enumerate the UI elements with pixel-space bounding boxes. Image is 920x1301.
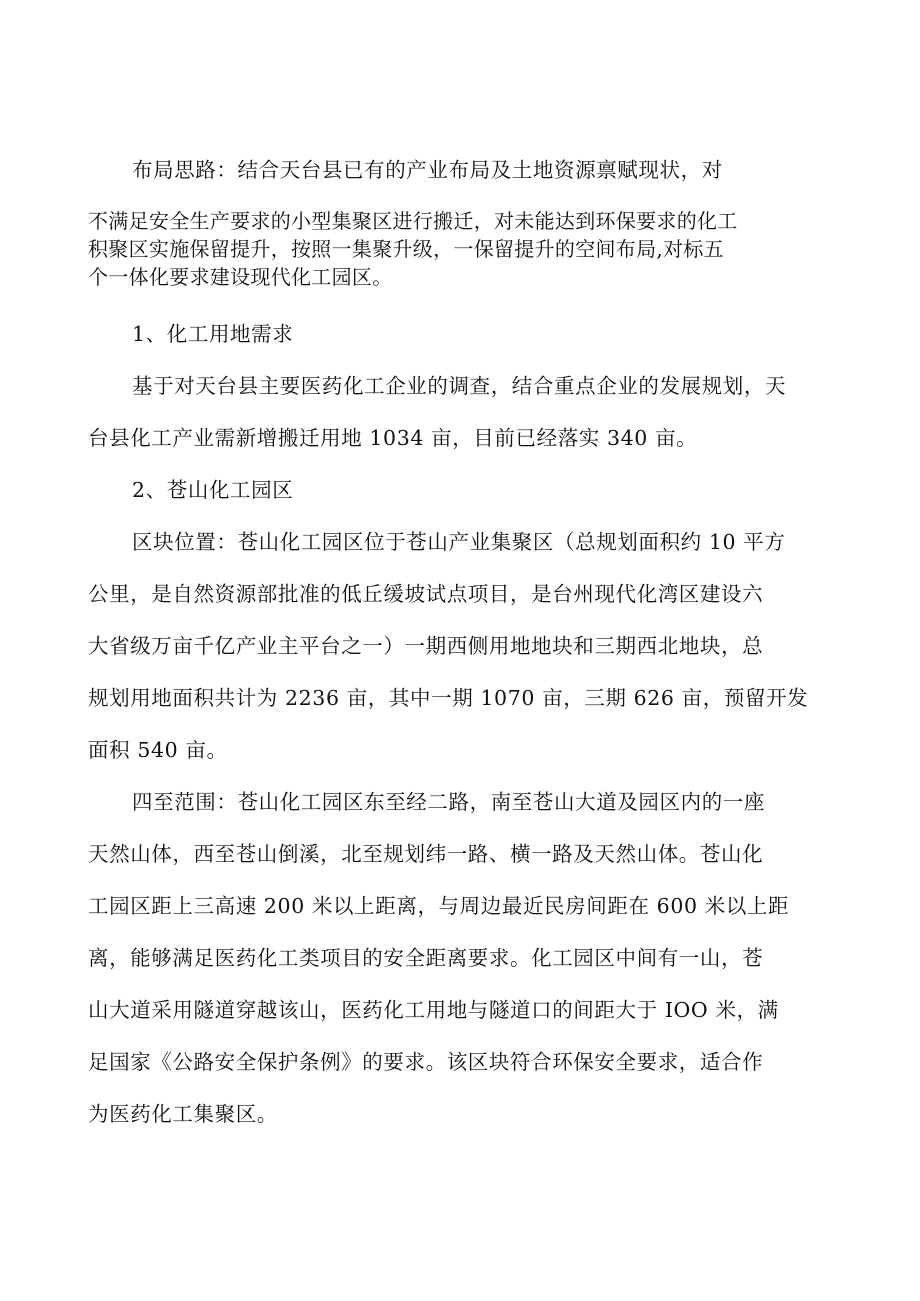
text-line: 四至范围：苍山化工园区东至经二路，南至苍山大道及园区内的一座	[132, 790, 765, 814]
text-line: 面积 540 亩。	[88, 738, 228, 762]
text-line: 个一体化要求建设现代化工园区。	[88, 265, 393, 289]
section-heading: 2、苍山化工园区	[132, 478, 294, 502]
text-line: 基于对天台县主要医药化工企业的调查，结合重点企业的发展规划，天	[132, 374, 787, 398]
text-line: 积聚区实施保留提升，按照一集聚升级，一保留提升的空间布局,对标五	[88, 237, 724, 261]
text-line: 不满足安全生产要求的小型集聚区进行搬迁，对未能达到环保要求的化工	[88, 209, 738, 233]
text-line: 工园区距上三高速 200 米以上距离，与周边最近民房间距在 600 米以上距	[88, 894, 790, 918]
text-line: 区块位置：苍山化工园区位于苍山产业集聚区（总规划面积约 10 平方	[132, 530, 786, 554]
text-line: 离，能够满足医药化工类项目的安全距离要求。化工园区中间有一山，苍	[88, 946, 764, 970]
text-line: 山大道采用隧道穿越该山，医药化工用地与隧道口的间距大于 IOO 米，满	[88, 998, 779, 1022]
text-line: 规划用地面积共计为 2236 亩，其中一期 1070 亩，三期 626 亩，预留开发	[88, 686, 809, 710]
text-line: 台县化工产业需新增搬迁用地 1034 亩，目前已经落实 340 亩。	[88, 426, 698, 450]
text-line: 为医药化工集聚区。	[88, 1102, 278, 1126]
text-line: 布局思路：结合天台县已有的产业布局及土地资源禀赋现状，对	[132, 158, 723, 182]
section-heading: 1、化工用地需求	[132, 322, 294, 346]
text-line: 大省级万亩千亿产业主平台之一）一期西侧用地地块和三期西北地块，总	[88, 634, 764, 658]
text-line: 天然山体，西至苍山倒溪，北至规划纬一路、横一路及天然山体。苍山化	[88, 842, 764, 866]
text-line: 公里，是自然资源部批准的低丘缓坡试点项目，是台州现代化湾区建设六	[88, 582, 764, 606]
text-line: 足国家《公路安全保护条例》的要求。该区块符合环保安全要求，适合作	[88, 1050, 764, 1074]
